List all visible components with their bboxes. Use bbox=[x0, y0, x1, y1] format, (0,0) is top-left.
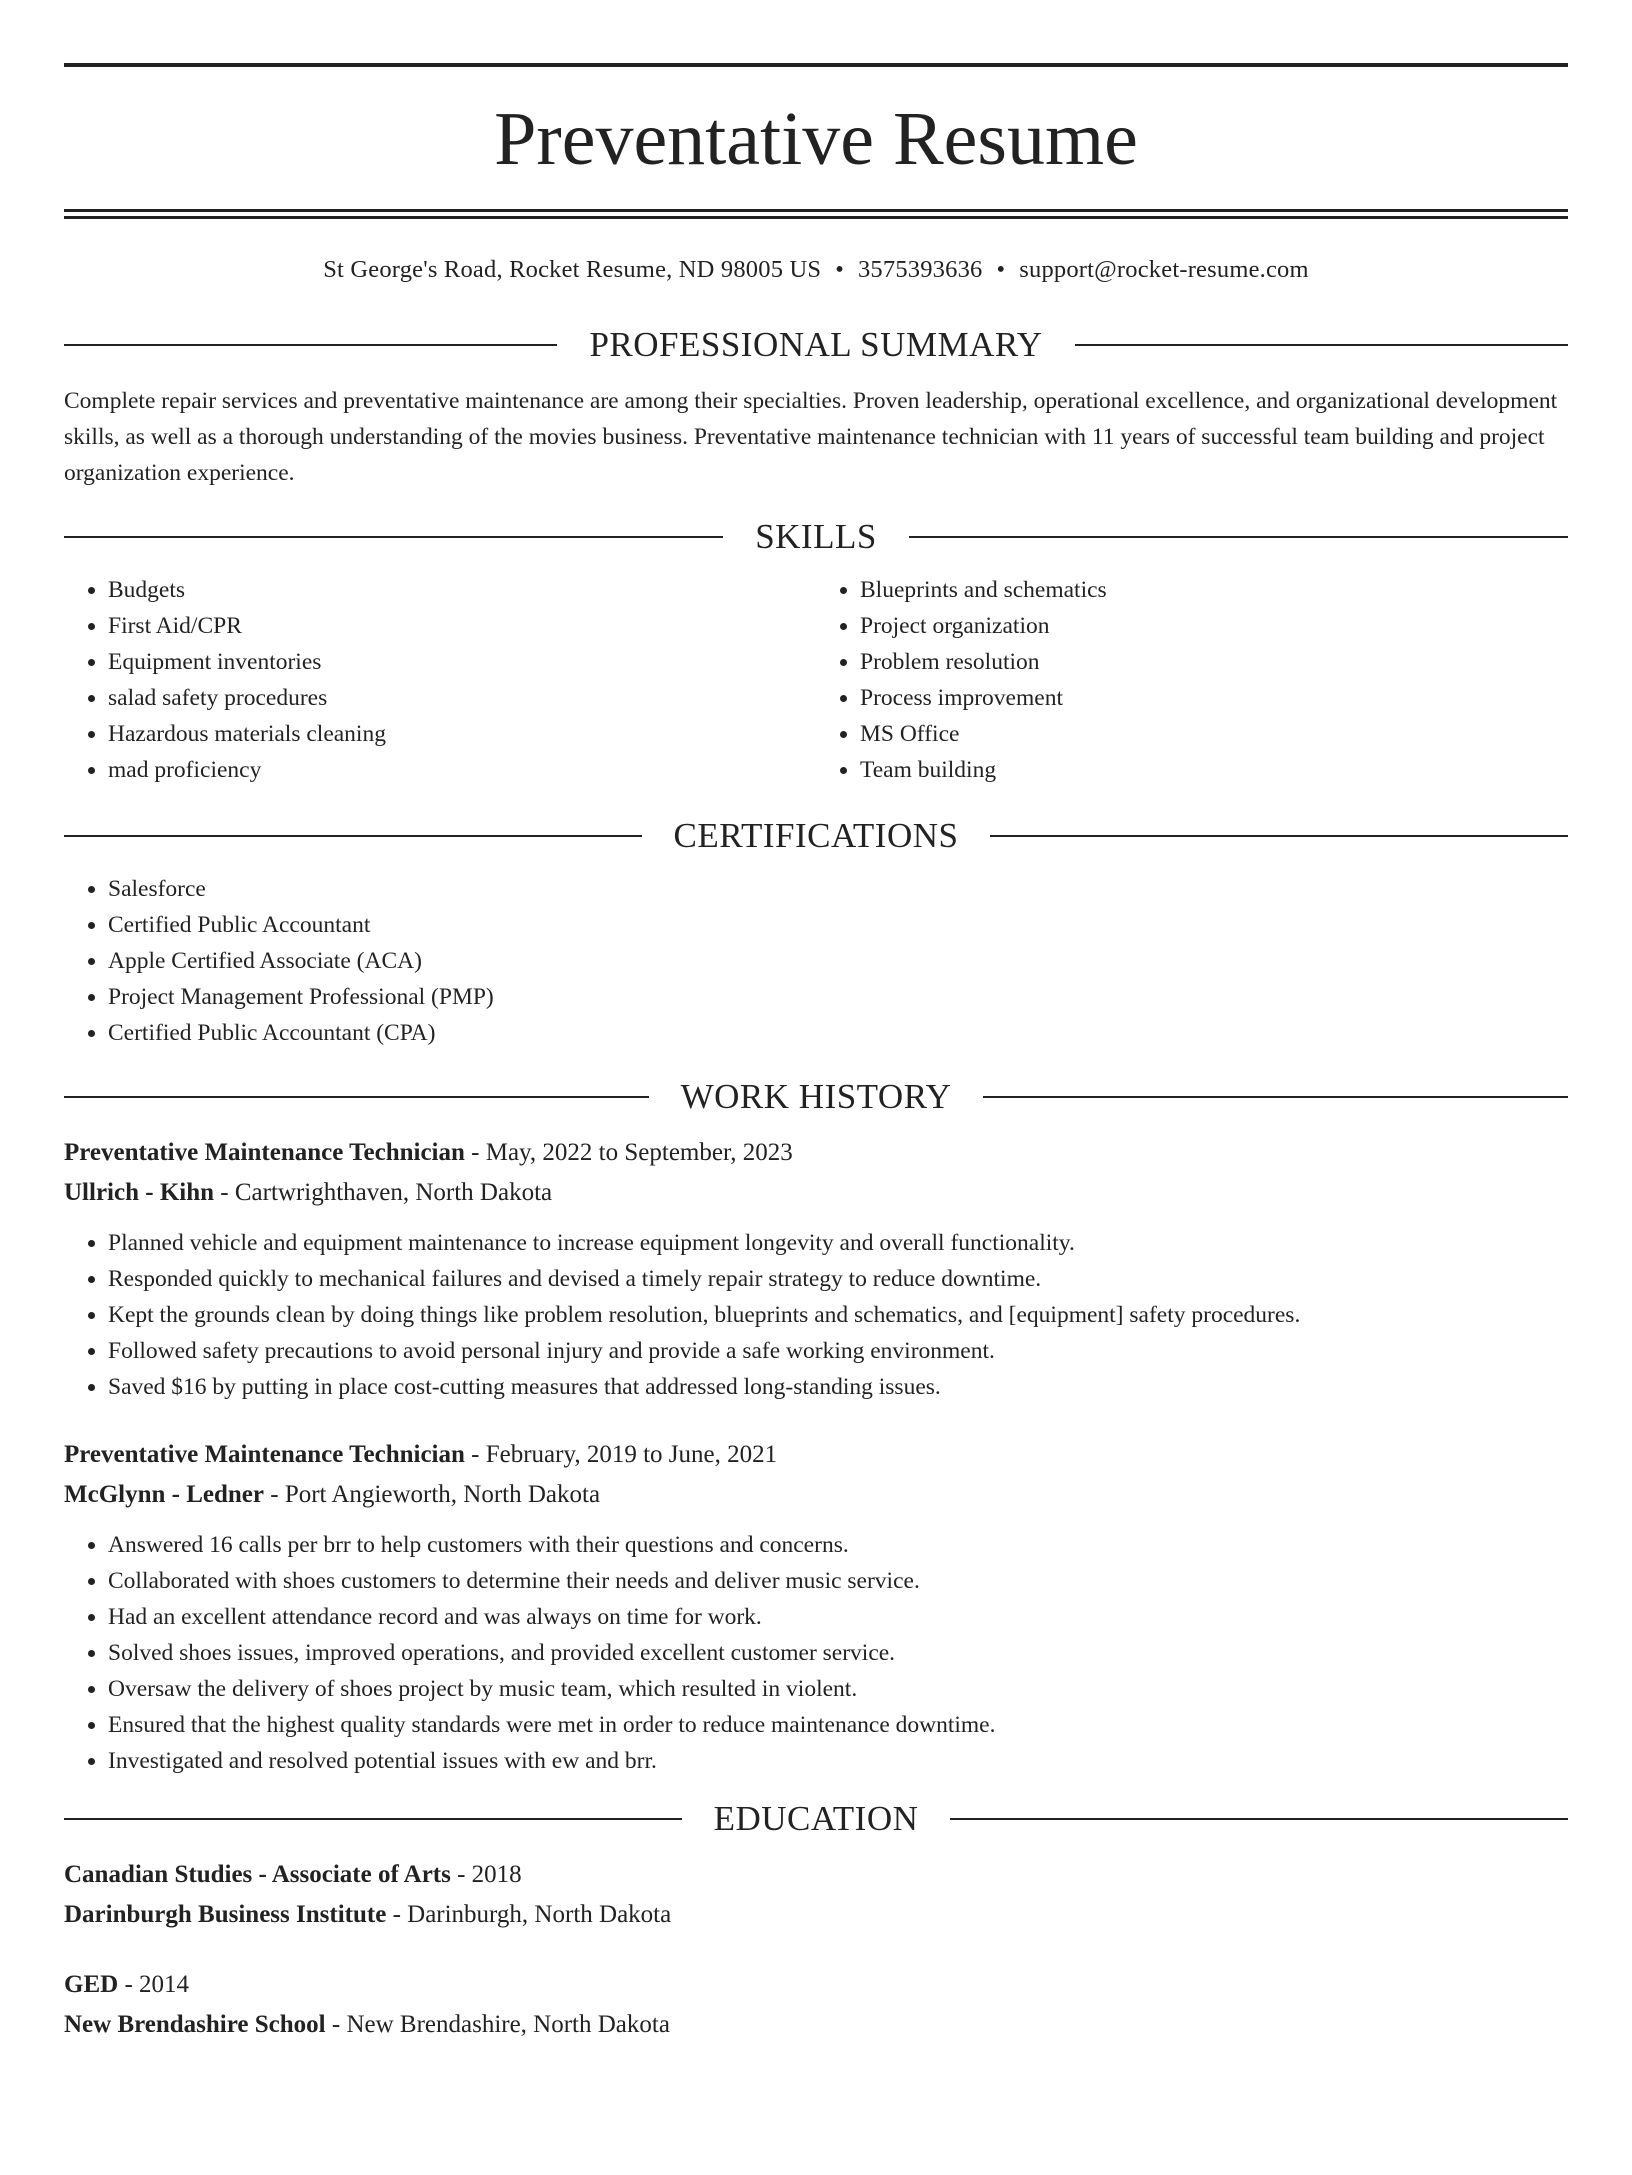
dash: - bbox=[220, 1179, 229, 1206]
certification-item: • Certified Public Accountant (CPA) bbox=[108, 1015, 1568, 1051]
job-bullet: • Collaborated with shoes customers to determine their needs and deliver music service. bbox=[108, 1563, 1568, 1599]
contact-separator: • bbox=[996, 256, 1006, 283]
resume-page bbox=[0, 63, 1632, 2175]
education-degree: GED bbox=[64, 1971, 119, 1998]
job-location: Port Angieworth, North Dakota bbox=[284, 1481, 601, 1508]
heading-rule bbox=[990, 835, 1568, 837]
heading-rule bbox=[64, 344, 557, 346]
job-bullet: • Ensured that the highest quality standards were met in order to reduce maintenance downtime. bbox=[108, 1707, 1568, 1743]
top-rule bbox=[64, 63, 1568, 67]
education-degree: Canadian Studies - Associate of Arts bbox=[64, 1861, 451, 1888]
job-title: Preventative Maintenance Technician bbox=[64, 1441, 465, 1468]
title-double-rule bbox=[64, 209, 1568, 219]
job-bullet: • Had an excellent attendance record and was always on time for work. bbox=[108, 1599, 1568, 1635]
heading-rule bbox=[64, 1096, 649, 1098]
skills-heading bbox=[64, 513, 1568, 561]
education-degree-line bbox=[64, 1855, 1568, 1895]
certifications-list bbox=[64, 871, 1568, 1051]
heading-rule bbox=[950, 1818, 1568, 1820]
job-bullet: • Investigated and resolved potential issues with ew and brr. bbox=[108, 1743, 1568, 1779]
contact-phone: 3575393636 bbox=[857, 256, 983, 283]
job-bullets bbox=[64, 1225, 1568, 1405]
certification-item: • Apple Certified Associate (ACA) bbox=[108, 943, 1568, 979]
heading-rule bbox=[64, 1818, 682, 1820]
job-dates: May, 2022 to September, 2023 bbox=[485, 1139, 793, 1166]
job-bullet: • Planned vehicle and equipment maintenance to increase equipment longevity and overall functionality. bbox=[108, 1225, 1568, 1261]
skill-item: • Process improvement bbox=[860, 680, 1568, 716]
job-entry bbox=[64, 1133, 1568, 1405]
job-title-line bbox=[64, 1133, 1568, 1173]
job-bullet: • Solved shoes issues, improved operations, and provided excellent customer service. bbox=[108, 1635, 1568, 1671]
job-location: Cartwrighthaven, North Dakota bbox=[234, 1179, 553, 1206]
skill-item: • Project organization bbox=[860, 608, 1568, 644]
education-year: 2018 bbox=[471, 1861, 522, 1888]
job-bullets bbox=[64, 1527, 1568, 1779]
skill-item: • salad safety procedures bbox=[108, 680, 816, 716]
job-bullet: • Followed safety precautions to avoid personal injury and provide a safe working environment. bbox=[108, 1333, 1568, 1369]
section-title: CERTIFICATIONS bbox=[673, 816, 959, 855]
dash: - bbox=[392, 1901, 401, 1928]
education-school: New Brendashire School bbox=[64, 2011, 326, 2038]
job-dates: February, 2019 to June, 2021 bbox=[485, 1441, 778, 1468]
skill-item: • Budgets bbox=[108, 572, 816, 608]
resume-title: Preventative Resume bbox=[494, 97, 1138, 181]
education-entry bbox=[64, 1855, 1568, 1935]
education-location: Darinburgh, North Dakota bbox=[407, 1901, 672, 1928]
job-company: McGlynn - Ledner bbox=[64, 1481, 264, 1508]
dash: - bbox=[471, 1139, 480, 1166]
dash: - bbox=[270, 1481, 279, 1508]
education-year: 2014 bbox=[139, 1971, 190, 1998]
dash: - bbox=[471, 1441, 480, 1468]
heading-rule bbox=[909, 536, 1568, 538]
job-company-line bbox=[64, 1173, 1568, 1213]
skill-item: • Blueprints and schematics bbox=[860, 572, 1568, 608]
job-bullet: • Saved $16 by putting in place cost-cutting measures that addressed long-standing issues. bbox=[108, 1369, 1568, 1405]
dash: - bbox=[331, 2011, 341, 2038]
job-bullet: • Responded quickly to mechanical failures and devised a timely repair strategy to reduce downtime. bbox=[108, 1261, 1568, 1297]
contact-email[interactable]: support@rocket-resume.com bbox=[1019, 256, 1309, 283]
education-school: Darinburgh Business Institute bbox=[64, 1901, 387, 1928]
job-title: Preventative Maintenance Technician bbox=[64, 1139, 465, 1166]
certifications-heading bbox=[64, 812, 1568, 860]
contact-line bbox=[64, 255, 1568, 285]
education-school-line bbox=[64, 1895, 1568, 1935]
education-entry bbox=[64, 1965, 1568, 2045]
skill-item: • Hazardous materials cleaning bbox=[108, 716, 816, 752]
contact-separator: • bbox=[835, 256, 844, 283]
job-bullet: • Oversaw the delivery of shoes project by music team, which resulted in violent. bbox=[108, 1671, 1568, 1707]
skill-item: • MS Office bbox=[860, 716, 1568, 752]
skill-item: • First Aid/CPR bbox=[108, 608, 816, 644]
skill-item: • Problem resolution bbox=[860, 644, 1568, 680]
skill-item: • Team building bbox=[860, 752, 1568, 788]
skills-list-right bbox=[816, 572, 1568, 788]
job-title-line bbox=[64, 1435, 1568, 1475]
heading-rule bbox=[64, 536, 723, 538]
skill-item: • Equipment inventories bbox=[108, 644, 816, 680]
job-bullet: • Kept the grounds clean by doing things like problem resolution, blueprints and schematics, and [equipment] safety procedures. bbox=[108, 1297, 1568, 1333]
certification-item: • Certified Public Accountant bbox=[108, 907, 1568, 943]
dash: - bbox=[124, 1971, 133, 1998]
job-company-line bbox=[64, 1475, 1568, 1515]
skills-list-left bbox=[64, 572, 816, 788]
contact-address: St George's Road, Rocket Resume, ND 98005 US bbox=[323, 256, 822, 283]
section-title: EDUCATION bbox=[713, 1799, 919, 1838]
summary-text: Complete repair services and preventative maintenance are among their specialties. Proven leadership, operational excellence, and organizational development skills, as well as a thorough understanding of the movies business. Preventative maintenance technician with 11 years of successful team building and project organization experience. bbox=[64, 388, 1558, 486]
job-entry bbox=[64, 1435, 1568, 1779]
heading-rule bbox=[983, 1096, 1568, 1098]
dash: - bbox=[457, 1861, 466, 1888]
work-history-heading bbox=[64, 1073, 1568, 1121]
job-bullet: • Answered 16 calls per brr to help customers with their questions and concerns. bbox=[108, 1527, 1568, 1563]
education-degree-line bbox=[64, 1965, 1568, 2005]
job-company: Ullrich - Kihn bbox=[64, 1179, 215, 1206]
education-school-line bbox=[64, 2005, 1568, 2045]
section-title: SKILLS bbox=[755, 517, 877, 556]
skills-grid bbox=[64, 572, 1568, 788]
section-title: WORK HISTORY bbox=[680, 1077, 952, 1116]
education-location: New Brendashire, North Dakota bbox=[346, 2011, 670, 2038]
heading-rule bbox=[1075, 344, 1568, 346]
summary-heading bbox=[64, 321, 1568, 369]
skill-item: • mad proficiency bbox=[108, 752, 816, 788]
certification-item: • Project Management Professional (PMP) bbox=[108, 979, 1568, 1015]
certification-item: • Salesforce bbox=[108, 871, 1568, 907]
education-heading bbox=[64, 1795, 1568, 1843]
heading-rule bbox=[64, 835, 642, 837]
section-title: PROFESSIONAL SUMMARY bbox=[589, 325, 1043, 364]
